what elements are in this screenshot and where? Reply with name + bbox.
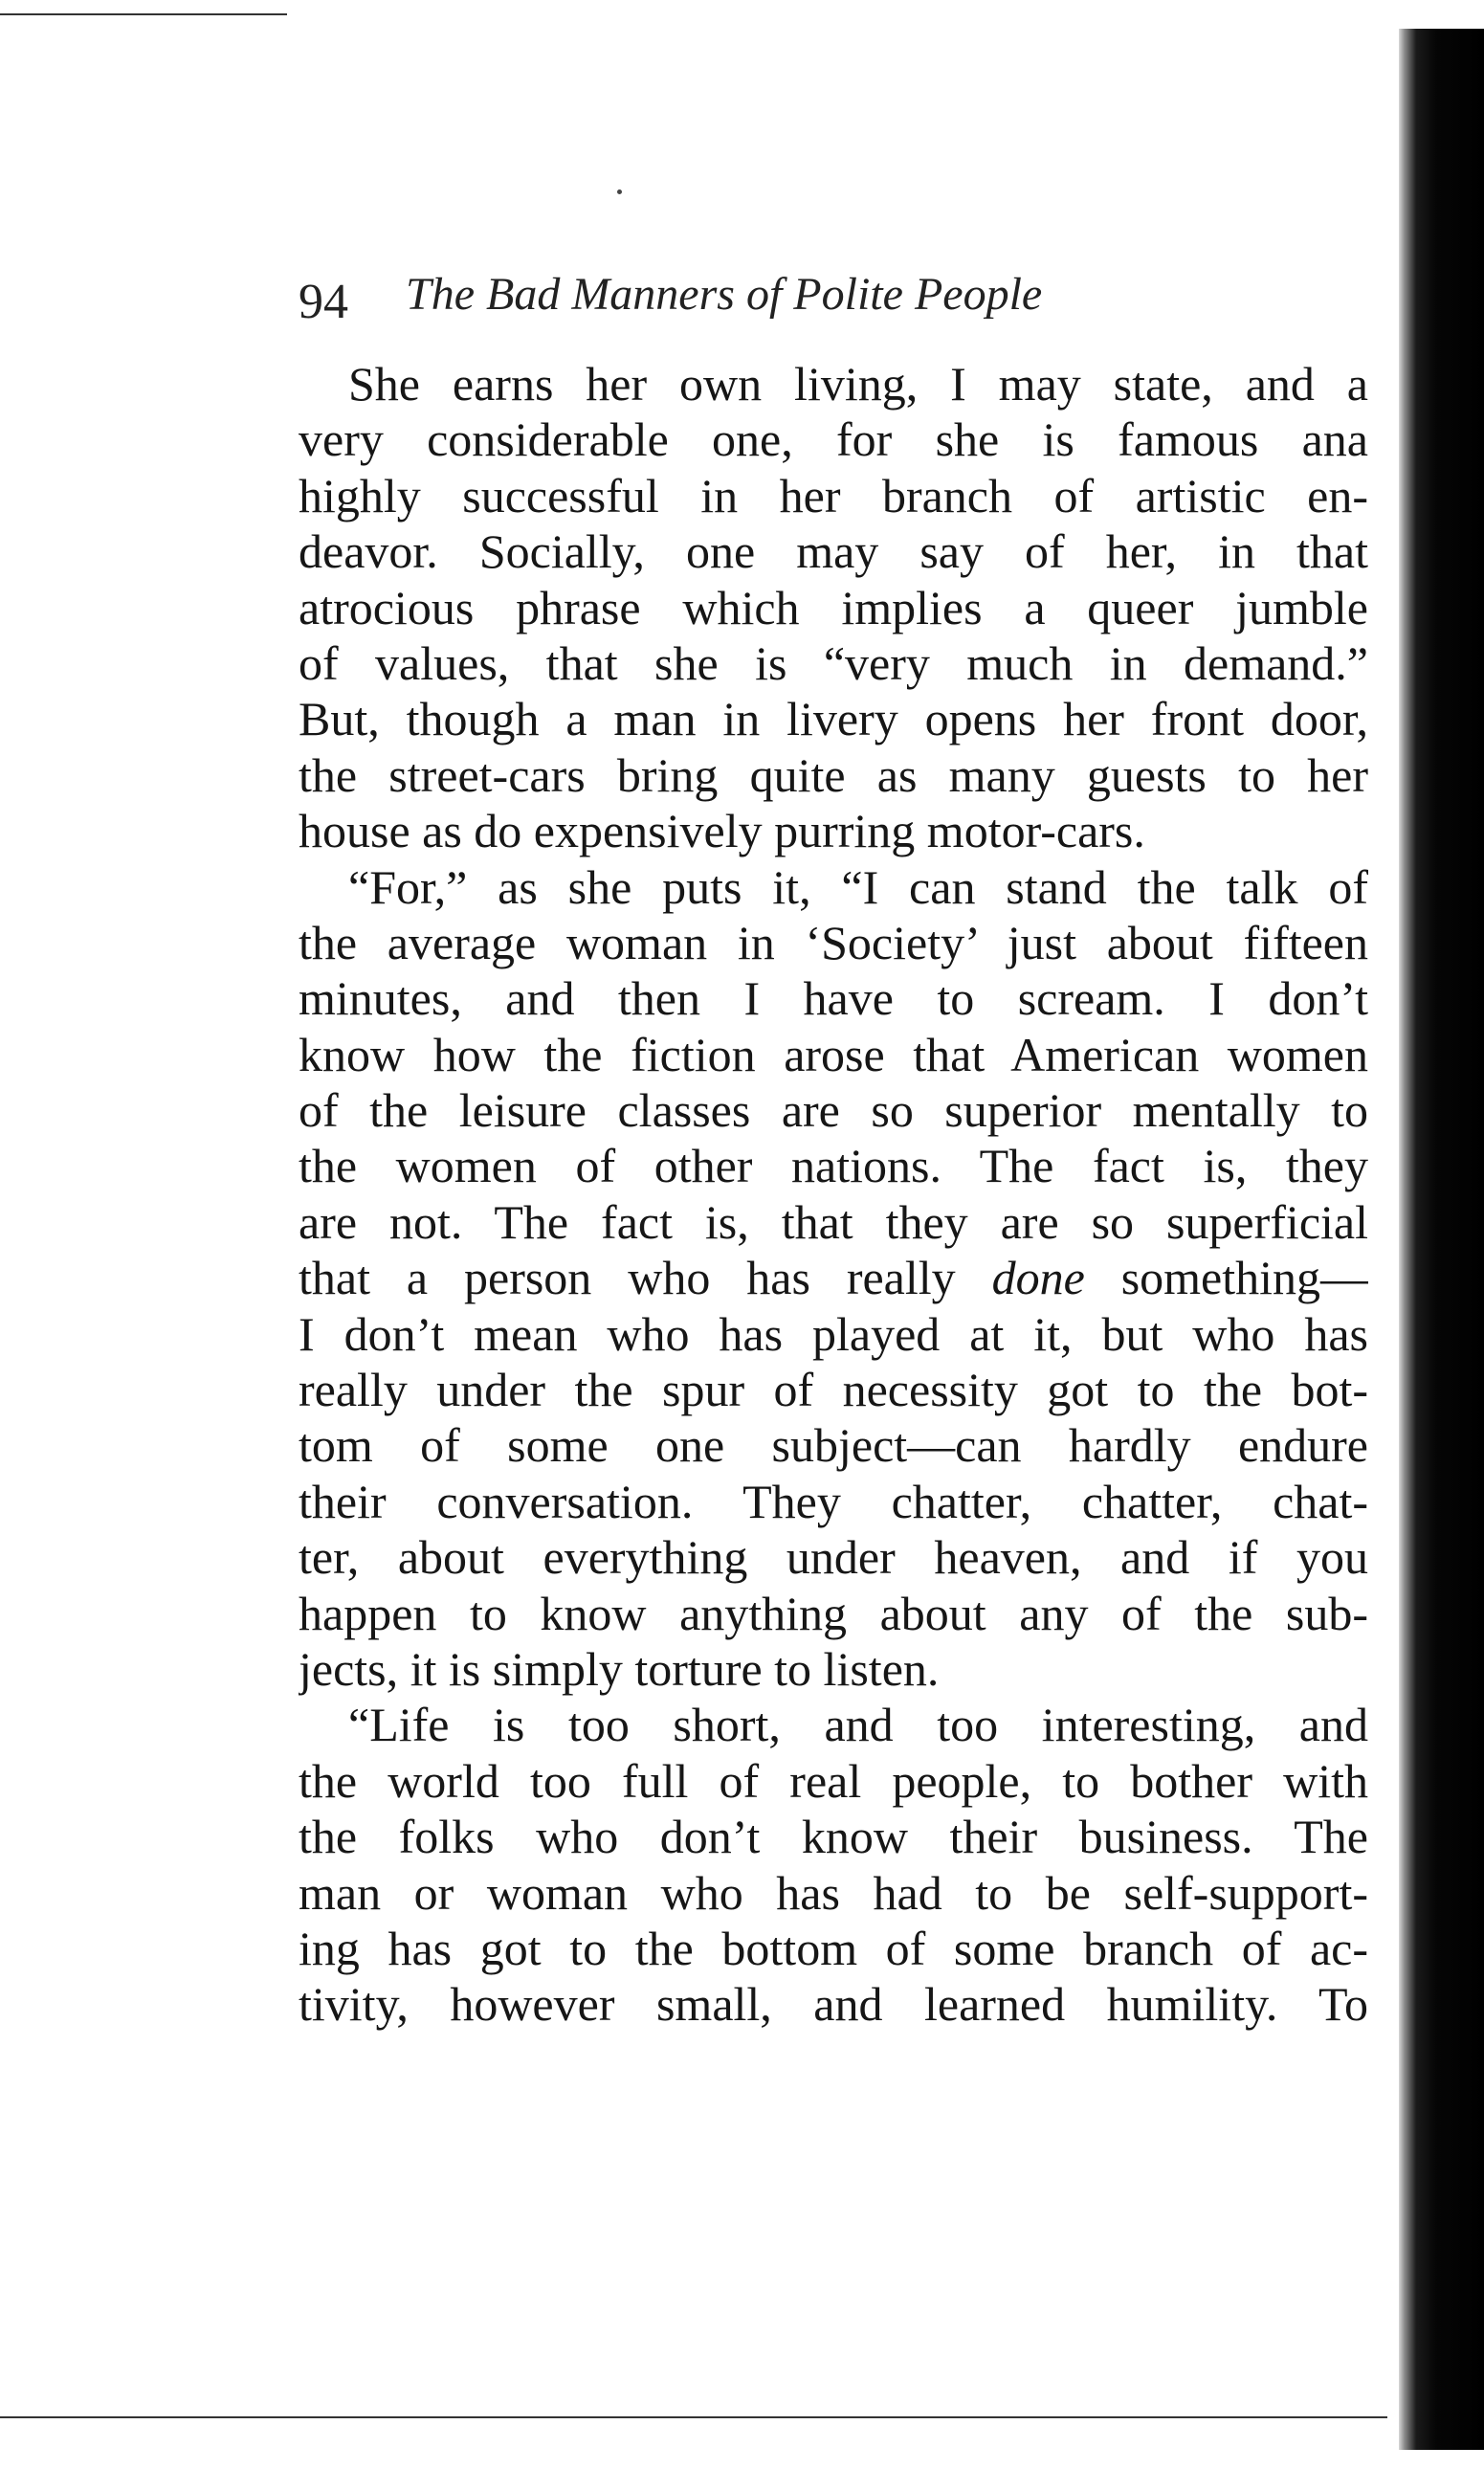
text-segment: something— (1120, 1251, 1368, 1305)
text-line: tivity, however small, and learned humility. To (299, 1977, 1368, 2032)
text-line: atrocious phrase which implies a queer jumble (299, 580, 1368, 634)
text-line: She earns her own living, I may state, and a (348, 357, 1368, 411)
text-line: “Life is too short, and too interesting, and (348, 1698, 1368, 1752)
text-line: jects, it is simply torture to listen. (299, 1641, 940, 1696)
text-line: highly successful in her branch of artistic en- (299, 468, 1368, 523)
text-line: are not. The fact is, that they are so superficial (299, 1194, 1368, 1249)
text-line: very considerable one, for she is famous ana (299, 412, 1368, 467)
text-line: know how the fiction arose that American women (299, 1027, 1368, 1081)
text-line: the world too full of real people, to bother with (299, 1753, 1368, 1808)
text-line: the women of other nations. The fact is, they (299, 1139, 1368, 1193)
text-line: minutes, and then I have to scream. I don’t (299, 971, 1368, 1026)
text-line: man or woman who has had to be self-support- (299, 1865, 1368, 1920)
page-number: 94 (299, 275, 348, 329)
text-line: I don’t mean who has played at it, but who has (299, 1306, 1368, 1361)
text-line-emphasis (299, 1250, 1368, 1305)
text-line: But, though a man in livery opens her front door, (299, 692, 1368, 746)
text-line: the street-cars bring quite as many guests to her (299, 747, 1368, 802)
text-line: “For,” as she puts it, “I can stand the talk of (348, 859, 1368, 914)
text-line: the average woman in ‘Society’ just about fifteen (299, 915, 1368, 969)
text-line: their conversation. They chatter, chatter, chat- (299, 1474, 1368, 1528)
top-rule (0, 13, 287, 15)
text-line: ter, about everything under heaven, and if you (299, 1530, 1368, 1585)
bottom-rule (0, 2416, 1387, 2418)
text-line: happen to know anything about any of the sub- (299, 1586, 1368, 1640)
text-segment: that a person who has really (299, 1251, 956, 1305)
text-line: of the leisure classes are so superior mentally to (299, 1083, 1368, 1138)
emphasis-word: done (991, 1251, 1085, 1305)
text-line: deavor. Socially, one may say of her, in that (299, 524, 1368, 579)
ink-dot (617, 189, 622, 194)
text-line: really under the spur of necessity got to the bot- (299, 1363, 1368, 1417)
text-line: house as do expensively purring motor-cars. (299, 804, 1145, 858)
text-line: the folks who don’t know their business. The (299, 1810, 1368, 1864)
text-line: ing has got to the bottom of some branch of ac- (299, 1921, 1368, 1975)
text-line: of values, that she is “very much in demand.” (299, 635, 1368, 690)
binding-edge (1399, 29, 1484, 2450)
body-text (299, 356, 1368, 2033)
running-title: The Bad Manners of Polite People (406, 269, 1043, 320)
text-line: tom of some one subject—can hardly endure (299, 1418, 1368, 1473)
running-head (299, 268, 1370, 335)
